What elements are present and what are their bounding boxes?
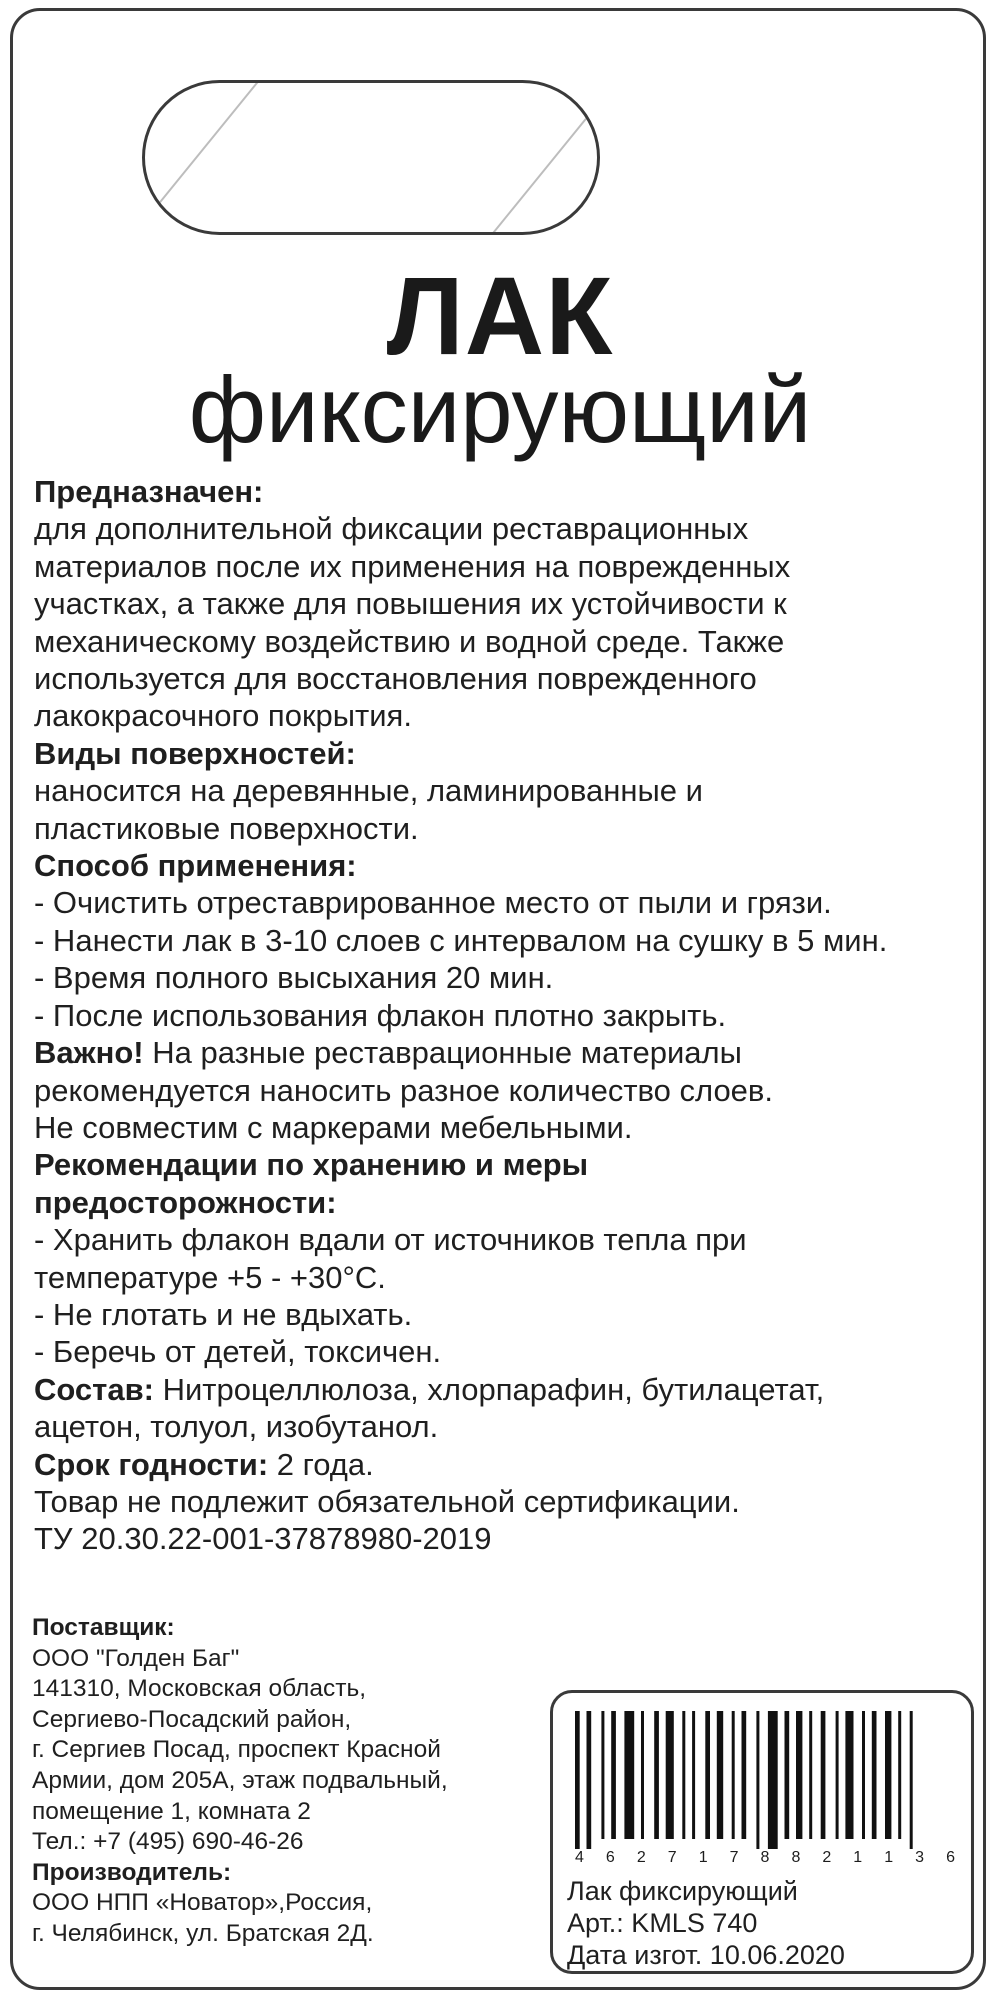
composition-text: Нитроцеллюлоза, хлорпарафин, бутилацетат, — [153, 1371, 825, 1407]
barcode-digit: 8 — [791, 1849, 801, 1866]
storage-heading-cont: предосторожности: — [34, 1184, 337, 1220]
barcode-bar — [601, 1711, 604, 1839]
storage-line: температуре +5 - +30°C. — [34, 1259, 386, 1295]
barcode-digits — [575, 1849, 955, 1867]
product-title: ЛАК — [386, 255, 614, 378]
shelf-life-label: Срок годности: — [34, 1446, 269, 1482]
method-step: - После использования флакон плотно закрыть. — [34, 997, 727, 1033]
barcode-bar — [624, 1711, 634, 1839]
supplier-heading: Поставщик: — [32, 1614, 175, 1641]
purpose-line: механическому воздействию и водной среде. Также — [34, 623, 785, 659]
barcode-bar — [641, 1711, 644, 1839]
important-line: рекомендуется наносить разное количество слоев. — [34, 1072, 774, 1108]
supplier-line: ООО "Голден Баг" — [32, 1644, 240, 1672]
purpose-line: участках, а также для повышения их устойчивости к — [34, 586, 787, 622]
important-line: Не совместим с маркерами мебельными. — [34, 1109, 633, 1145]
storage-line: - Беречь от детей, токсичен. — [34, 1334, 442, 1370]
storage-line: - Не глотать и не вдыхать. — [34, 1296, 413, 1332]
manufacturer-heading: Производитель: — [32, 1858, 232, 1886]
barcode-bar — [742, 1711, 747, 1839]
barcode-bar — [821, 1711, 826, 1839]
barcode-digit: 7 — [667, 1849, 677, 1866]
purpose-line: используется для восстановления поврежденного — [34, 661, 757, 697]
label-text — [567, 1875, 845, 1971]
label-product-name: Лак фиксирующий — [567, 1876, 798, 1906]
supplier-line: Сергиево-Посадский район, — [32, 1705, 352, 1733]
method-step: - Очистить отреставрированное место от пыли и грязи. — [34, 885, 832, 921]
barcode-bar — [845, 1711, 853, 1839]
barcode-bar — [732, 1711, 735, 1839]
purpose-line: материалов после их применения на поврежденных — [34, 548, 791, 584]
purpose-line: лакокрасочного покрытия. — [34, 698, 412, 734]
important-label: Важно! — [34, 1035, 144, 1071]
barcode-bar — [717, 1711, 723, 1839]
barcode-digit: 1 — [698, 1849, 708, 1866]
product-subtitle: фиксирующий — [188, 357, 812, 462]
barcode-bar — [705, 1711, 710, 1839]
barcode-bar — [575, 1711, 580, 1849]
important-text: На разные реставрационные материалы — [143, 1035, 742, 1071]
supplier-line: помещение 1, комната 2 — [32, 1797, 311, 1825]
manufacturer-line: г. Челябинск, ул. Братская 2Д. — [32, 1919, 374, 1947]
barcode-bar — [768, 1711, 778, 1849]
barcode-bar — [898, 1711, 901, 1839]
method-step: - Время полного высыхания 20 мин. — [34, 960, 554, 996]
purpose-line: для дополнительной фиксации реставрационных — [34, 511, 749, 547]
surfaces-heading: Виды поверхностей: — [34, 735, 356, 771]
supplier-line: 141310, Московская область, — [32, 1675, 367, 1703]
supplier-phone: Тел.: +7 (495) 690-46-26 — [32, 1828, 304, 1856]
barcode-bar — [682, 1711, 685, 1839]
barcode-bar — [611, 1711, 616, 1839]
barcode-bar — [785, 1711, 790, 1839]
supplier-block — [32, 1613, 552, 1950]
product-label — [550, 1690, 974, 1974]
barcode-bar — [692, 1711, 695, 1839]
barcode-digit: 3 — [915, 1849, 925, 1866]
barcode-bar — [836, 1711, 839, 1839]
surfaces-line: наносится на деревянные, ламинированные и — [34, 773, 703, 809]
label-article: Арт.: KMLS 740 — [567, 1908, 758, 1938]
barcode-bar — [587, 1711, 592, 1849]
label-date: Дата изгот. 10.06.2020 — [567, 1940, 845, 1970]
manufacturer-line: ООО НПП «Новатор»,Россия, — [32, 1889, 373, 1917]
supplier-line: Армии, дом 205А, этаж подвальный, — [32, 1766, 448, 1794]
method-heading: Способ применения: — [34, 848, 357, 884]
barcode-bar — [885, 1711, 891, 1839]
method-step: - Нанести лак в 3-10 слоев с интервалом на сушку в 5 мин. — [34, 922, 888, 958]
barcode-digit: 8 — [760, 1849, 770, 1866]
barcode — [575, 1711, 955, 1849]
surfaces-line: пластиковые поверхности. — [34, 810, 419, 846]
barcode-bar — [862, 1711, 865, 1839]
barcode-bar — [666, 1711, 674, 1839]
composition-line: ацетон, толуол, изобутанол. — [34, 1409, 439, 1445]
barcode-bar — [809, 1711, 812, 1839]
hang-hole-decor — [145, 83, 600, 235]
description-block — [34, 473, 979, 1558]
barcode-bar — [756, 1711, 759, 1849]
barcode-digit: 6 — [605, 1849, 615, 1866]
hang-hole — [142, 80, 600, 235]
barcode-digit: 2 — [822, 1849, 832, 1866]
barcode-bar — [796, 1711, 802, 1839]
barcode-bar — [910, 1711, 913, 1849]
barcode-digit: 2 — [636, 1849, 646, 1866]
barcode-digit: 1 — [853, 1849, 863, 1866]
storage-line: - Хранить флакон вдали от источников тепла при — [34, 1222, 747, 1258]
barcode-digit: 1 — [884, 1849, 894, 1866]
barcode-digit: 6 — [946, 1849, 955, 1866]
composition-label: Состав: — [34, 1371, 154, 1407]
supplier-line: г. Сергиев Посад, проспект Красной — [32, 1736, 441, 1764]
storage-heading: Рекомендации по хранению и меры — [34, 1147, 589, 1183]
barcode-digit: 7 — [729, 1849, 739, 1866]
barcode-bar — [872, 1711, 877, 1839]
barcode-digit: 4 — [575, 1849, 584, 1866]
barcode-bar — [654, 1711, 659, 1839]
shelf-life-value: 2 года. — [268, 1446, 374, 1482]
purpose-heading: Предназначен: — [34, 474, 264, 509]
tu-code: ТУ 20.30.22-001-37878980-2019 — [34, 1521, 492, 1557]
certification-note: Товар не подлежит обязательной сертификации. — [34, 1483, 740, 1519]
